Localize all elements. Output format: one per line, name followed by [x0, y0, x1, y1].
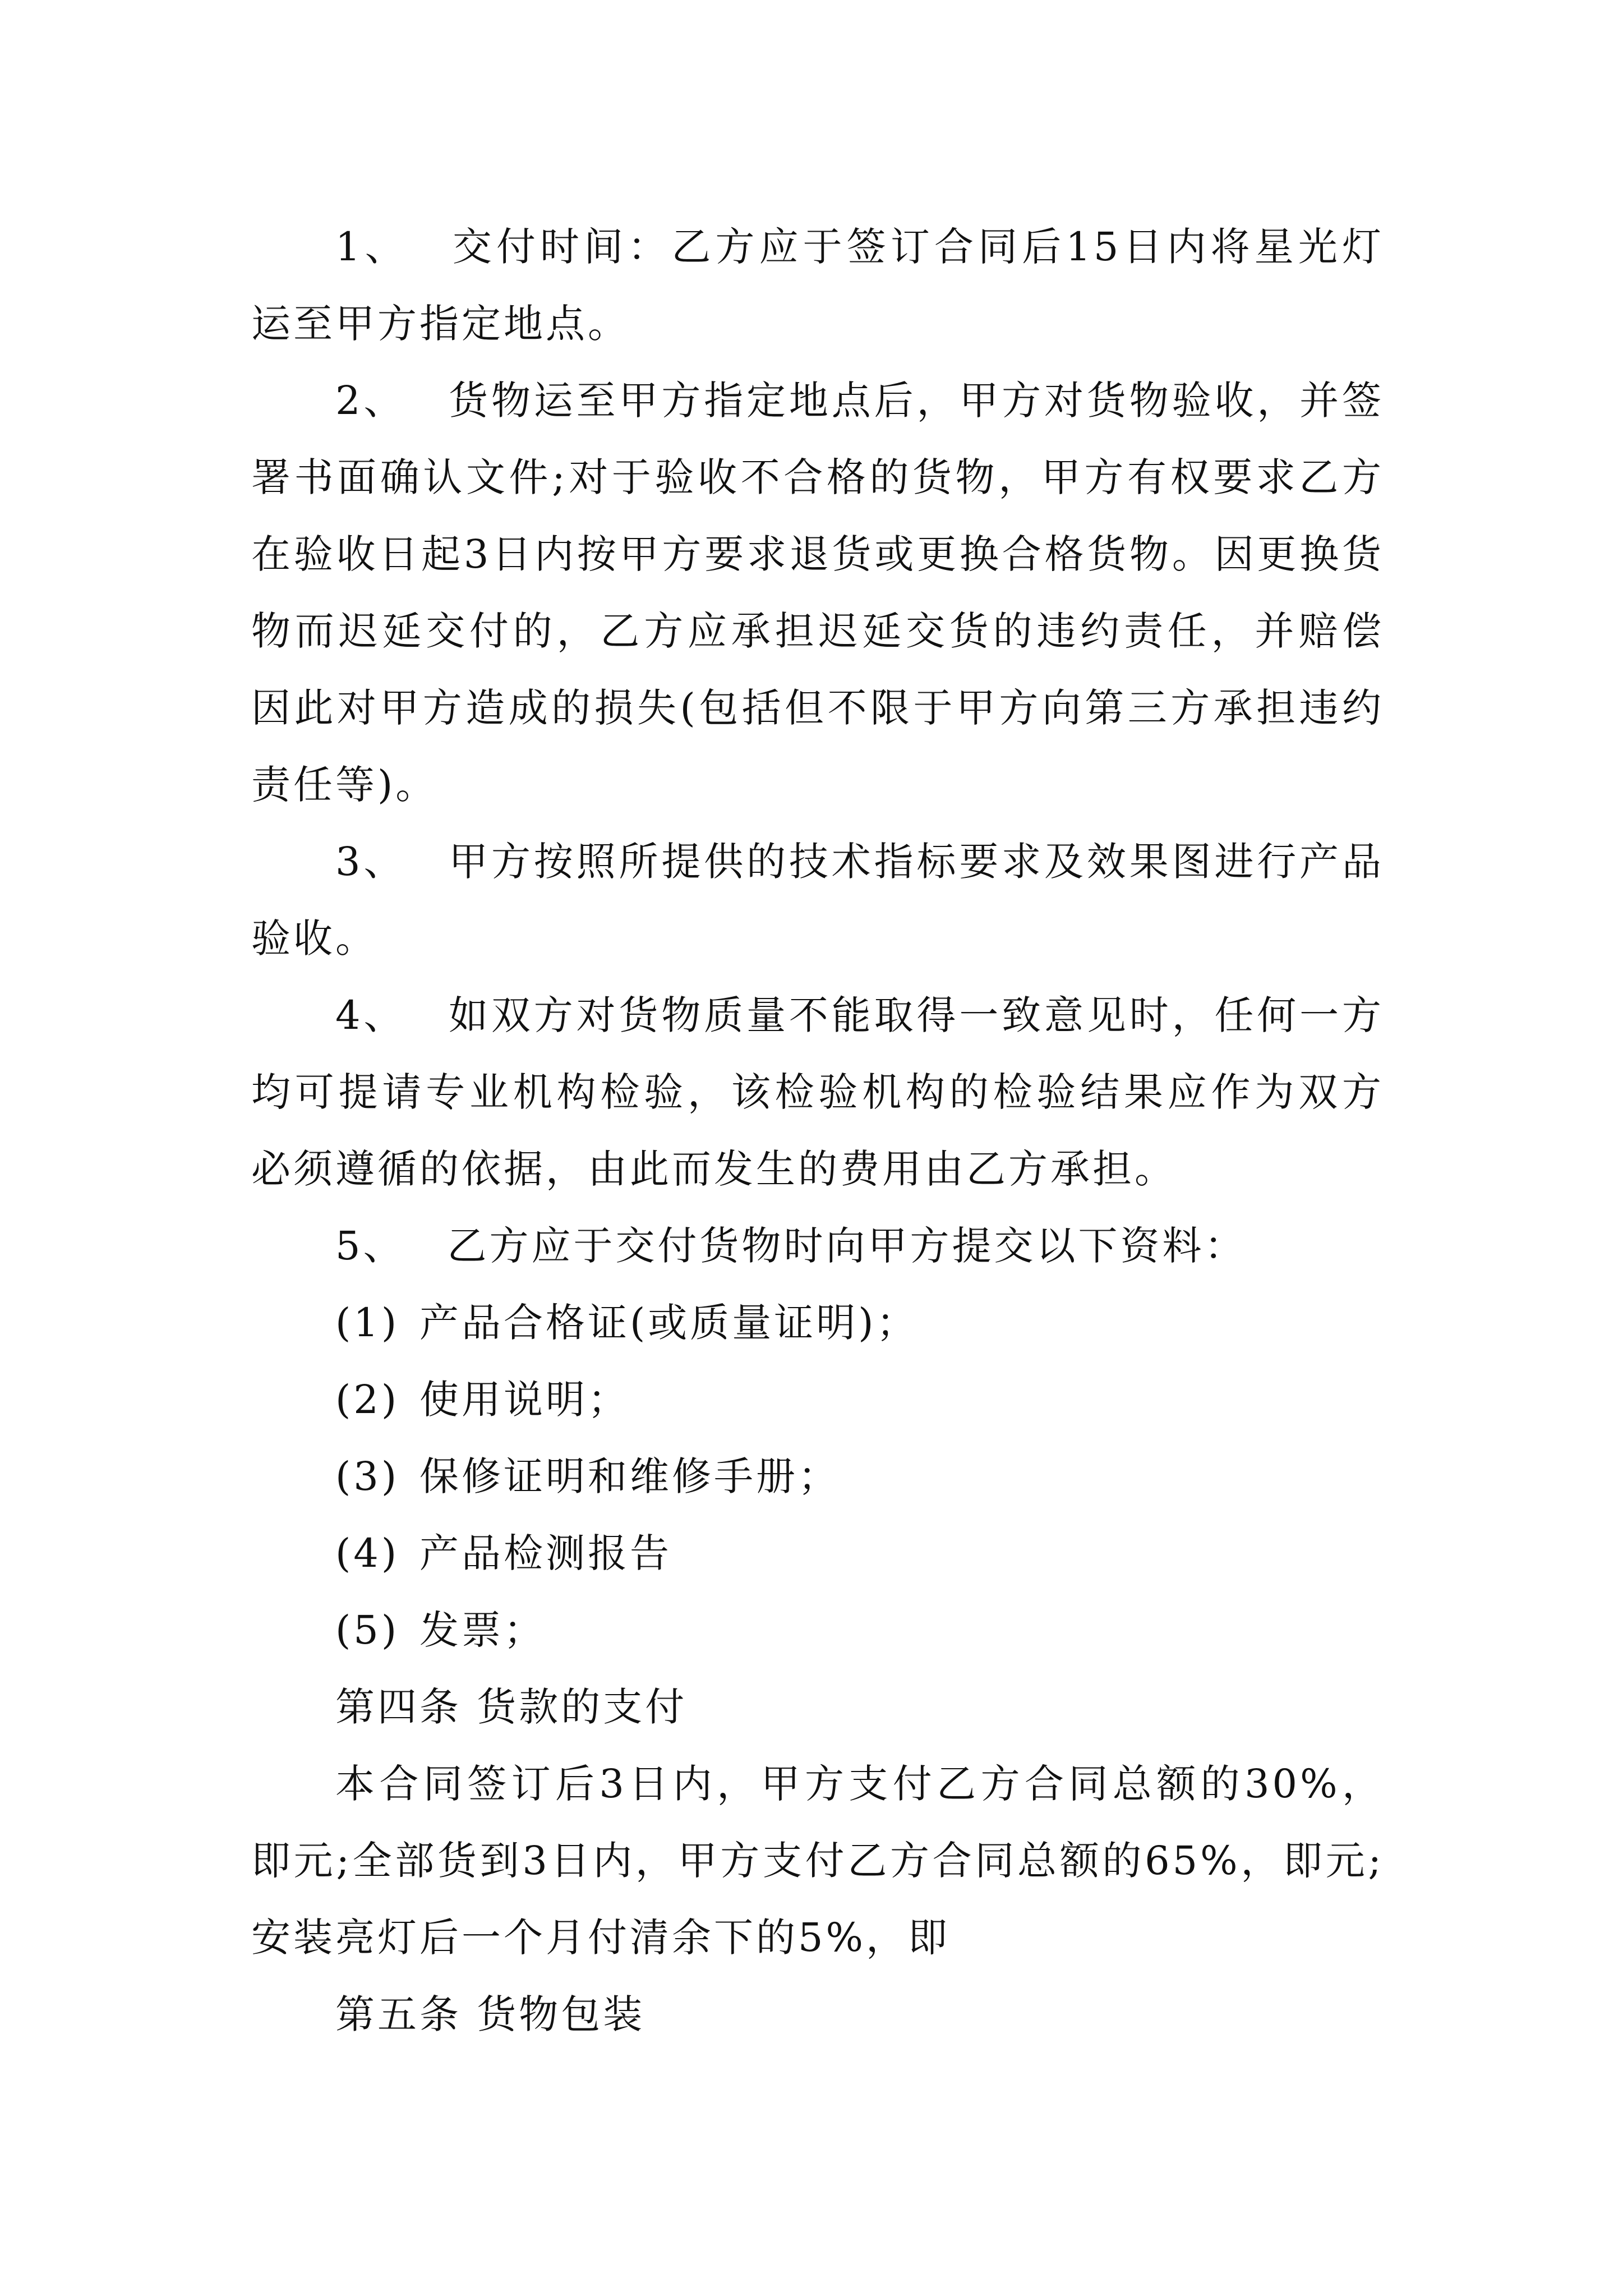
clause-3-text: 甲方按照所提供的技术指标要求及效果图进行产品验收。 [251, 839, 1384, 961]
clause-1 [251, 209, 1384, 362]
clause-5-text: 乙方应于交付货物时向甲方提交以下资料： [447, 1223, 1247, 1269]
clause-2 [251, 362, 1384, 823]
list-item-2-text: 使用说明； [419, 1377, 630, 1423]
article-4-text: 本合同签订后3日内，甲方支付乙方合同总额的30%，即元;全部货到3日内，甲方支付乙方合同总额的65%，即元;安装亮灯后一个月付清余下的5%，即 [251, 1761, 1384, 1961]
article-4-heading: 第四条 货款的支付 [335, 1684, 688, 1730]
clause-2-text: 货物运至甲方指定地点后，甲方对货物验收，并签署书面确认文件;对于验收不合格的货物，甲方有权要求乙方在验收日起3日内按甲方要求退货或更换合格货物。因更换货物而迟延交付的，乙方应承担迟延交货的违约责任，并赔偿因此对甲方造成的损失(包括但不限于甲方向第三方承担违约责任等)。 [251, 378, 1384, 808]
clause-5 [251, 1208, 1384, 1285]
list-item-4-text: 产品检测报告 [419, 1530, 672, 1576]
list-item-5 [251, 1592, 1384, 1669]
clause-4-text: 如双方对货物质量不能取得一致意见时，任何一方均可提请专业机构检验，该检验机构的检验结果应作为双方必须遵循的依据，由此而发生的费用由乙方承担。 [251, 992, 1384, 1192]
clause-5-number: 5、 [335, 1223, 405, 1269]
list-item-1-text: 产品合格证(或质量证明)； [419, 1300, 919, 1346]
list-item-5-text: 发票； [419, 1607, 546, 1653]
list-item-4-number: (4) [335, 1530, 400, 1576]
clause-1-number: 1、 [335, 224, 409, 270]
clause-4 [251, 977, 1384, 1208]
clause-4-number: 4、 [335, 992, 407, 1038]
clause-3 [251, 823, 1384, 977]
clause-1-text: 交付时间：乙方应于签订合同后15日内将星光灯运至甲方指定地点。 [251, 224, 1384, 347]
list-item-1-number: (1) [335, 1300, 400, 1346]
list-item-3 [251, 1438, 1384, 1515]
list-item-3-text: 保修证明和维修手册； [419, 1453, 840, 1499]
list-item-2 [251, 1361, 1384, 1438]
list-item-5-number: (5) [335, 1607, 400, 1653]
list-item-1 [251, 1285, 1384, 1361]
list-item-3-number: (3) [335, 1453, 400, 1499]
clause-3-number: 3、 [335, 839, 407, 885]
list-item-4 [251, 1515, 1384, 1592]
clause-2-number: 2、 [335, 378, 407, 424]
document-body [251, 209, 1384, 2053]
article-5-heading: 第五条 货物包装 [335, 1991, 645, 2037]
list-item-2-number: (2) [335, 1377, 400, 1423]
